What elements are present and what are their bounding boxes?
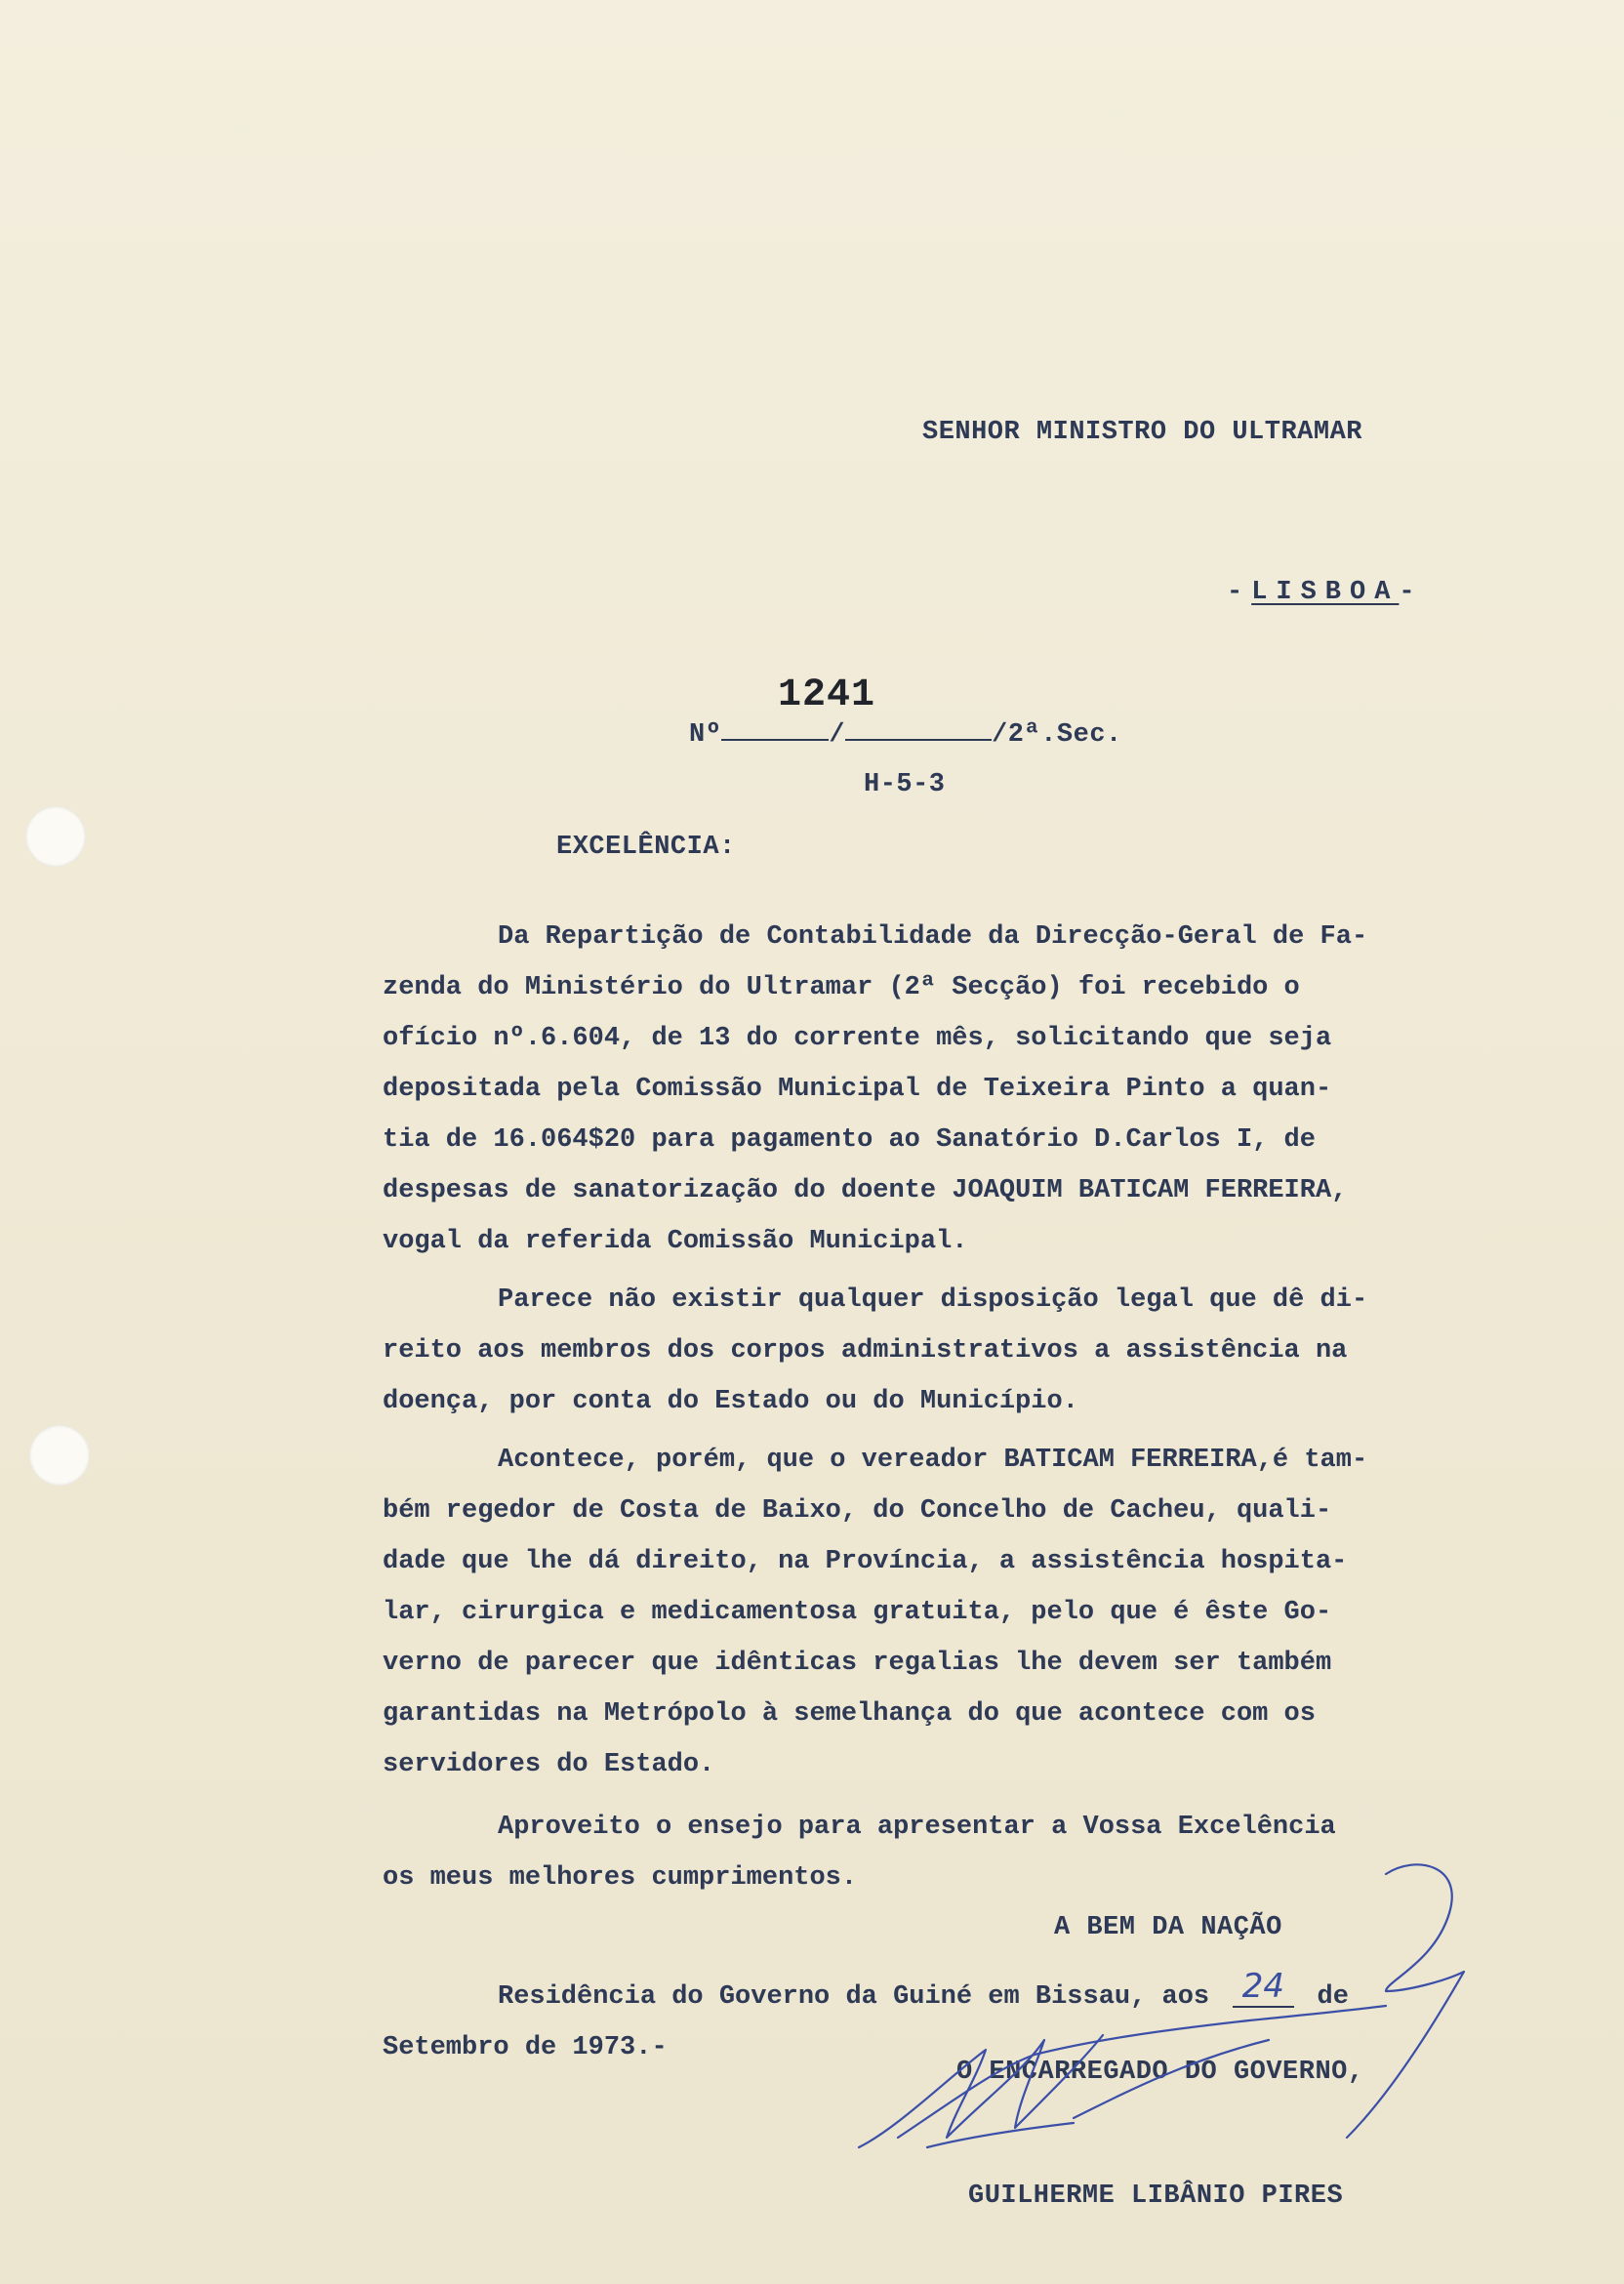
reference-prefix: Nº: [689, 720, 722, 750]
paragraph-line: doença, por conta do Estado ou do Município.: [383, 1387, 1078, 1416]
paragraph-line: reito aos membros dos corpos administrativos a assistência na: [383, 1336, 1348, 1366]
paragraph-line: Parece não existir qualquer disposição legal que dê di-: [498, 1285, 1368, 1315]
reference-line: [689, 717, 1122, 750]
place-date-second-line: Setembro de 1973.-: [383, 2033, 668, 2062]
paragraph-line: garantidas na Metrópolo à semelhança do que acontece com os: [383, 1699, 1316, 1729]
reference-separator: /: [829, 720, 846, 750]
place-date-suffix: de: [1317, 1982, 1349, 2012]
handwritten-signature: [839, 1845, 1522, 2167]
paragraph-line: Da Repartição de Contabilidade da Direcção-Geral de Fa-: [498, 922, 1368, 952]
salutation: EXCELÊNCIA:: [556, 833, 736, 862]
city: LISBOA: [1251, 578, 1400, 607]
paragraph-line: bém regedor de Costa de Baixo, do Concelho de Cacheu, quali-: [383, 1496, 1332, 1526]
paragraph-line: Acontece, porém, que o vereador BATICAM FERREIRA,é tam-: [498, 1446, 1368, 1475]
paragraph-line: dade que lhe dá direito, na Província, a assistência hospita-: [383, 1547, 1348, 1576]
paragraph-line: despesas de sanatorização do doente JOAQUIM BATICAM FERREIRA,: [383, 1176, 1348, 1205]
paragraph-line: tia de 16.064$20 para pagamento ao Sanatório D.Carlos I, de: [383, 1125, 1316, 1155]
paragraph-line: Aproveito o ensejo para apresentar a Vossa Excelência: [498, 1813, 1336, 1842]
addressee: SENHOR MINISTRO DO ULTRAMAR: [922, 418, 1362, 447]
paragraph-1: [383, 912, 1554, 1267]
punch-hole-bottom: [29, 1425, 90, 1486]
paragraph-line: os meus melhores cumprimentos.: [383, 1863, 858, 1893]
closing-formula: A BEM DA NAÇÃO: [1054, 1913, 1282, 1942]
paragraph-line: depositada pela Comissão Municipal de Teixeira Pinto a quan-: [383, 1075, 1332, 1104]
place-date-text: Residência do Governo da Guiné em Bissau, aos: [498, 1982, 1210, 2012]
paragraph-line: zenda do Ministério do Ultramar (2ª Secção) foi recebido o: [383, 973, 1300, 1002]
paragraph-line: verno de parecer que idênticas regalias lhe devem ser também: [383, 1649, 1332, 1678]
paragraph-line: lar, cirurgica e medicamentosa gratuita, pelo que é êste Go-: [383, 1598, 1332, 1627]
paragraph-line: servidores do Estado.: [383, 1750, 715, 1779]
city-line: -LISBOA-: [1227, 578, 1424, 607]
file-code: H-5-3: [864, 770, 946, 799]
handwritten-day: 24: [1233, 1967, 1294, 2008]
reference-section: /2ª.Sec.: [992, 720, 1122, 750]
paragraph-2: [383, 1275, 1554, 1427]
signer-name: GUILHERME LIBÂNIO PIRES: [968, 2182, 1344, 2211]
paragraph-line: ofício nº.6.604, de 13 do corrente mês, solicitando que seja: [383, 1024, 1332, 1053]
signer-title: O ENCARREGADO DO GOVERNO,: [956, 2058, 1364, 2087]
paragraph-3: [383, 1435, 1554, 1790]
reference-number: 1241: [778, 673, 876, 717]
punch-hole-top: [25, 806, 86, 867]
paragraph-line: vogal da referida Comissão Municipal.: [383, 1227, 968, 1256]
